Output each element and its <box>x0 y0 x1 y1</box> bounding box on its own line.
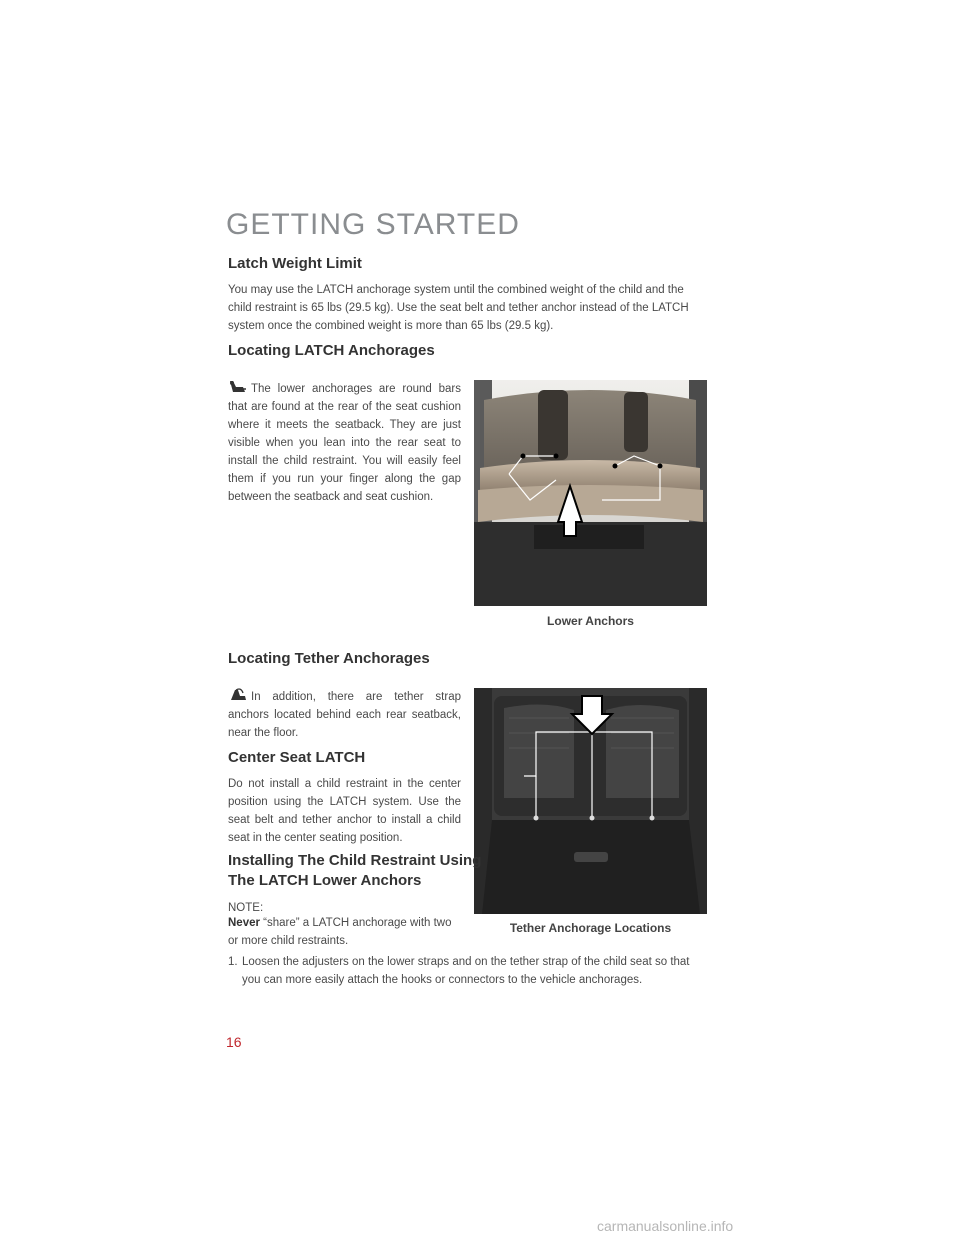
watermark: carmanualsonline.info <box>597 1218 734 1234</box>
child-seat-lower-anchor-icon <box>228 380 248 394</box>
latch-weight-body: You may use the LATCH anchorage system until the combined weight of the child and the child restraint is 65 lbs (29.5 kg). Use the seat belt and tether anchor instead of the LATCH system once the combined weight is more than 65 lbs (29.5 kg). <box>228 284 689 332</box>
step-text: Loosen the adjusters on the lower straps and on the tether strap of the child seat so that you can more easily attach the hooks or connectors to the vehicle anchorages. <box>242 956 690 986</box>
locating-tether-body: In addition, there are tether strap anchors located behind each rear seatback, near the floor. <box>228 688 461 742</box>
lower-anchors-photo <box>474 380 707 606</box>
heading-latch-weight-limit: Latch Weight Limit <box>228 255 362 272</box>
step-number: 1. <box>228 956 238 968</box>
step-1 <box>228 953 704 989</box>
note-label: NOTE: <box>228 902 264 914</box>
section-title: GETTING STARTED <box>226 208 520 241</box>
heading-locating-tether: Locating Tether Anchorages <box>228 650 430 667</box>
lower-anchors-caption: Lower Anchors <box>547 614 634 628</box>
heading-installing-child-restraint: Installing The Child Restraint Using The LATCH Lower Anchors <box>228 852 482 889</box>
note-text: Never “share” a LATCH anchorage with two or more child restraints. <box>228 917 452 947</box>
locating-latch-body: The lower anchorages are round bars that are found at the rear of the seat cushion where it meets the seatback. They are just visible when you lean into the rear seat to install the child restraint. You will easily feel them if you run your finger along the gap between the seatback and seat cushion. <box>228 380 461 506</box>
child-seat-tether-icon <box>228 688 248 702</box>
tether-anchorage-photo <box>474 688 707 914</box>
center-seat-body: Do not install a child restraint in the center position using the LATCH system. Use the seat belt and tether anchor to install a child seat in the center seating position. <box>228 778 461 844</box>
heading-locating-latch: Locating LATCH Anchorages <box>228 342 435 359</box>
tether-anchorage-caption: Tether Anchorage Locations <box>509 921 672 935</box>
heading-center-seat-latch: Center Seat LATCH <box>228 749 366 766</box>
page-number: 16 <box>226 1034 242 1050</box>
